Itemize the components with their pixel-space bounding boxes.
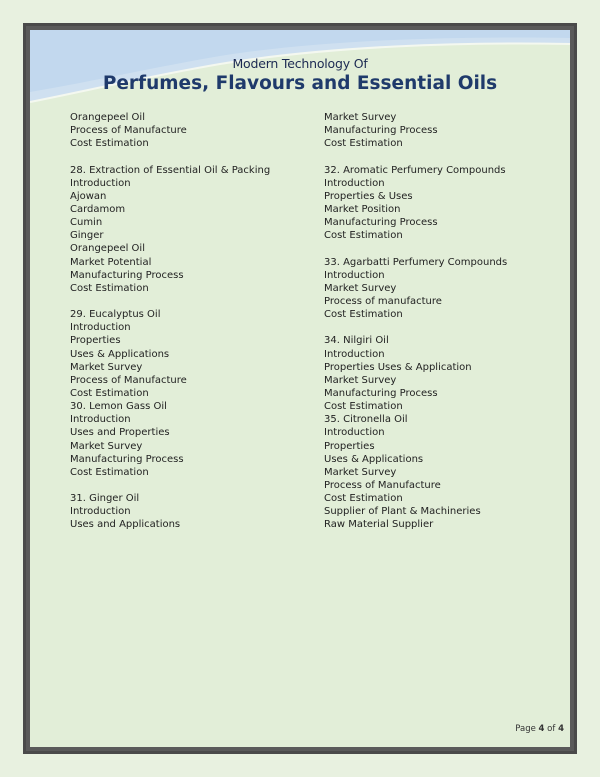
contents-line: Process of Manufacture — [70, 125, 187, 137]
document-title: Perfumes, Flavours and Essential Oils — [102, 73, 498, 94]
contents-line: 35. Citronella Oil — [324, 414, 408, 426]
contents-line: Cost Estimation — [324, 309, 403, 321]
contents-line: Cost Estimation — [70, 387, 149, 399]
contents-line: Cardamom — [70, 203, 126, 215]
contents-line: Cost Estimation — [70, 138, 149, 150]
contents-line: Cost Estimation — [70, 466, 149, 478]
contents-line: Introduction — [324, 177, 385, 189]
contents-line: Raw Material Supplier — [324, 519, 434, 531]
contents-line: Manufacturing Process — [70, 453, 184, 465]
contents-line: 29. Eucalyptus Oil — [70, 309, 161, 321]
contents-line: Cost Estimation — [324, 230, 403, 242]
contents-line: Orangepeel Oil — [70, 112, 145, 123]
contents-line: Cost Estimation — [324, 493, 403, 505]
contents-line: Properties & Uses — [324, 190, 413, 202]
contents-line: Cost Estimation — [324, 138, 403, 150]
contents-line: Market Survey — [324, 374, 397, 386]
contents-line: Introduction — [324, 269, 385, 281]
contents-line: Manufacturing Process — [324, 217, 438, 229]
contents-line: Ginger — [70, 230, 104, 242]
page-frame — [23, 23, 577, 754]
blank-line — [324, 321, 564, 334]
blank-line — [324, 242, 564, 255]
contents-line: Introduction — [70, 414, 131, 426]
contents-line: 31. Ginger Oil — [70, 493, 140, 505]
blank-line — [70, 150, 310, 163]
page-number — [515, 724, 564, 734]
page-current: 4 — [538, 724, 545, 734]
contents-line: Cost Estimation — [70, 282, 149, 294]
contents-line: Process of manufacture — [324, 295, 442, 307]
right-column-contents — [324, 111, 564, 532]
contents-line: Market Position — [324, 203, 401, 215]
contents-line: Orangepeel Oil — [70, 243, 145, 255]
contents-line: Market Survey — [324, 112, 397, 123]
contents-line: Manufacturing Process — [70, 269, 184, 281]
contents-line: Cost Estimation — [324, 401, 403, 413]
blank-line — [324, 150, 564, 163]
page-label: Page — [515, 724, 536, 734]
contents-line: Market Survey — [70, 440, 143, 452]
contents-line: Manufacturing Process — [324, 387, 438, 399]
contents-line: Properties — [324, 440, 375, 452]
blank-line — [70, 295, 310, 308]
contents-line: Introduction — [70, 506, 131, 518]
contents-line: Process of Manufacture — [70, 374, 187, 386]
contents-line: Process of Manufacture — [324, 479, 441, 491]
page-total: 4 — [558, 724, 564, 734]
contents-line: Manufacturing Process — [324, 125, 438, 137]
page-content-area — [30, 30, 570, 747]
contents-line: Properties Uses & Application — [324, 361, 472, 373]
contents-line: Introduction — [70, 322, 131, 334]
of-label: of — [547, 724, 556, 734]
contents-line: Cumin — [70, 217, 103, 229]
contents-line: 28. Extraction of Essential Oil & Packing — [70, 164, 271, 176]
contents-line: Introduction — [324, 348, 385, 360]
contents-line: 30. Lemon Gass Oil — [70, 401, 167, 413]
document-subtitle: Modern Technology Of — [232, 56, 368, 71]
contents-line: Introduction — [70, 177, 131, 189]
contents-line: Uses and Properties — [70, 427, 170, 439]
contents-line: Ajowan — [70, 190, 107, 202]
contents-line: Supplier of Plant & Machineries — [324, 506, 481, 518]
contents-line: Uses and Applications — [70, 519, 181, 531]
contents-line: Uses & Applications — [324, 453, 424, 465]
contents-line: Uses & Applications — [70, 348, 170, 360]
left-column-contents — [70, 111, 310, 532]
contents-line: 32. Aromatic Perfumery Compounds — [324, 164, 506, 176]
contents-line: Market Survey — [324, 466, 397, 478]
contents-line: Market Survey — [70, 361, 143, 373]
contents-line: Market Potential — [70, 256, 152, 268]
contents-line: 33. Agarbatti Perfumery Compounds — [324, 256, 508, 268]
contents-line: Properties — [70, 335, 121, 347]
contents-line: 34. Nilgiri Oil — [324, 335, 389, 347]
contents-line: Market Survey — [324, 282, 397, 294]
blank-line — [70, 479, 310, 492]
contents-line: Introduction — [324, 427, 385, 439]
